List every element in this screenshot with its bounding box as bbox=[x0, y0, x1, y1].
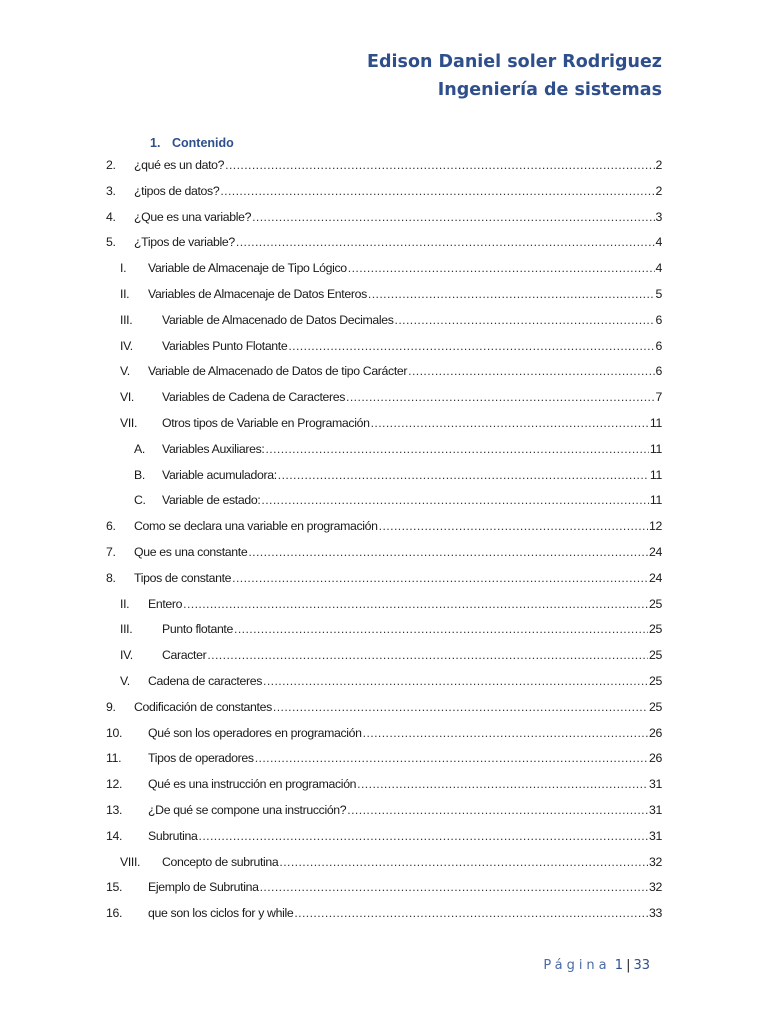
toc-entry-label[interactable]: ¿qué es un dato? bbox=[134, 158, 225, 172]
toc-entry-label[interactable]: Variable de Almacenado de Datos de tipo Carácter bbox=[148, 364, 408, 379]
toc-entry-number: IV. bbox=[120, 338, 133, 353]
toc-entry-page: 25 bbox=[649, 596, 662, 611]
toc-entry-label[interactable]: Variables Auxiliares: bbox=[162, 441, 265, 456]
toc-entry-label[interactable]: Subrutina bbox=[148, 828, 198, 843]
toc-entry-number: V. bbox=[120, 673, 130, 688]
toc-entry[interactable] bbox=[106, 514, 662, 540]
toc-entry[interactable] bbox=[106, 488, 662, 514]
dot-leader bbox=[232, 571, 648, 585]
dot-leader bbox=[261, 493, 649, 507]
toc-entry-page: 25 bbox=[649, 673, 662, 688]
total-pages: 33 bbox=[633, 958, 650, 973]
toc-entry-label[interactable]: ¿tipos de datos? bbox=[134, 183, 220, 198]
toc-entry-label[interactable]: ¿De qué se compone una instrucción? bbox=[148, 802, 347, 817]
toc-entry[interactable] bbox=[106, 230, 662, 256]
toc-entry[interactable] bbox=[106, 437, 662, 463]
toc-entry-label[interactable]: Variable acumuladora: bbox=[162, 467, 277, 482]
page-footer bbox=[543, 958, 650, 973]
toc-entry-label[interactable]: Variables Punto Flotante bbox=[162, 338, 288, 353]
toc-entry-page: 2 bbox=[655, 183, 662, 198]
toc-entry-label[interactable]: Cadena de caracteres bbox=[148, 673, 262, 688]
toc-entry-number: 7. bbox=[106, 544, 116, 559]
toc-entry-label[interactable]: ¿Tipos de variable? bbox=[134, 235, 235, 250]
toc-entry-number: VII. bbox=[120, 415, 138, 430]
toc-entry[interactable] bbox=[106, 617, 662, 643]
toc-entry[interactable] bbox=[106, 334, 662, 360]
toc-entry[interactable] bbox=[106, 721, 662, 747]
toc-entry-number: II. bbox=[120, 286, 130, 301]
toc-entry[interactable] bbox=[106, 798, 662, 824]
toc-entry-page: 31 bbox=[649, 777, 662, 792]
toc-entry-label[interactable]: Caracter bbox=[162, 648, 207, 663]
toc-entry-number: A. bbox=[134, 441, 145, 456]
toc-entry-number: 2. bbox=[106, 158, 116, 172]
toc-entry-label[interactable]: Entero bbox=[148, 596, 183, 611]
dot-leader bbox=[379, 519, 648, 533]
toc-entry[interactable] bbox=[106, 824, 662, 850]
dot-leader bbox=[279, 855, 648, 869]
toc-entry[interactable] bbox=[106, 566, 662, 592]
dot-leader bbox=[234, 622, 648, 636]
toc-entry-page: 3 bbox=[655, 209, 662, 224]
toc-entry-page: 12 bbox=[649, 519, 662, 534]
toc-entry-label[interactable]: Variables de Almacenaje de Datos Enteros bbox=[148, 286, 367, 301]
table-of-contents bbox=[106, 153, 662, 927]
toc-entry-page: 31 bbox=[649, 828, 662, 843]
document-subtitle: Ingeniería de sistemas bbox=[437, 80, 662, 100]
dot-leader bbox=[348, 261, 655, 275]
toc-entry[interactable] bbox=[106, 540, 662, 566]
author-name: Edison Daniel soler Rodriguez bbox=[367, 52, 662, 72]
toc-entry-number: B. bbox=[134, 467, 145, 482]
toc-entry-page: 11 bbox=[649, 467, 662, 482]
toc-entry[interactable] bbox=[106, 153, 662, 179]
dot-leader bbox=[263, 674, 648, 688]
toc-entry-page: 26 bbox=[649, 725, 662, 740]
page-word: Página bbox=[543, 958, 611, 973]
toc-entry-label[interactable]: Ejemplo de Subrutina bbox=[148, 880, 259, 895]
toc-entry-page: 6 bbox=[655, 338, 662, 353]
toc-entry[interactable] bbox=[106, 901, 662, 927]
toc-entry-number: 14. bbox=[106, 828, 123, 843]
toc-entry-number: III. bbox=[120, 622, 133, 637]
dot-leader bbox=[255, 751, 648, 765]
toc-heading bbox=[150, 136, 234, 150]
toc-entry[interactable] bbox=[106, 772, 662, 798]
dot-leader bbox=[260, 880, 648, 894]
toc-entry-label[interactable]: ¿Que es una variable? bbox=[134, 209, 252, 224]
document-header bbox=[367, 48, 662, 104]
dot-leader bbox=[346, 390, 654, 404]
toc-entry[interactable] bbox=[106, 875, 662, 901]
toc-entry-page: 4 bbox=[655, 261, 662, 276]
toc-entry-page: 32 bbox=[649, 880, 662, 895]
toc-entry[interactable] bbox=[106, 643, 662, 669]
toc-heading-text: Contenido bbox=[172, 136, 234, 150]
toc-entry[interactable] bbox=[106, 411, 662, 437]
toc-entry-number: VIII. bbox=[120, 854, 141, 869]
toc-entry[interactable] bbox=[106, 179, 662, 205]
toc-entry-number: I. bbox=[120, 261, 127, 276]
toc-entry-page: 33 bbox=[649, 906, 662, 921]
toc-entry-number: V. bbox=[120, 364, 130, 379]
toc-entry-number: 12. bbox=[106, 777, 123, 792]
toc-entry-label[interactable]: Punto flotante bbox=[162, 622, 233, 637]
toc-entry-page: 5 bbox=[655, 286, 662, 301]
toc-entry-number: 8. bbox=[106, 570, 116, 585]
toc-entry-page: 24 bbox=[649, 570, 662, 585]
toc-entry[interactable] bbox=[106, 359, 662, 385]
toc-entry-label[interactable]: Tipos de constante bbox=[134, 570, 232, 585]
page-separator: | bbox=[626, 958, 631, 973]
dot-leader bbox=[273, 700, 648, 714]
dot-leader bbox=[408, 364, 654, 378]
dot-leader bbox=[395, 313, 655, 327]
toc-entry-page: 11 bbox=[649, 493, 662, 508]
current-page-number: 1 bbox=[614, 958, 624, 973]
toc-entry-label[interactable]: Variables de Cadena de Caracteres bbox=[162, 390, 346, 405]
toc-entry-page: 6 bbox=[655, 364, 662, 379]
toc-entry[interactable] bbox=[106, 850, 662, 876]
dot-leader bbox=[357, 777, 648, 791]
toc-entry-page: 25 bbox=[649, 648, 662, 663]
toc-entry-page: 25 bbox=[649, 699, 662, 714]
toc-entry-number: 3. bbox=[106, 183, 116, 198]
dot-leader bbox=[265, 442, 648, 456]
toc-entry-page: 11 bbox=[649, 441, 662, 456]
dot-leader bbox=[288, 339, 654, 353]
toc-entry-number: 11. bbox=[106, 751, 122, 766]
dot-leader bbox=[248, 545, 648, 559]
toc-entry-page: 32 bbox=[649, 854, 662, 869]
toc-entry-number: 6. bbox=[106, 519, 116, 534]
toc-entry-label[interactable]: Variable de Almacenado de Datos Decimales bbox=[162, 312, 394, 327]
toc-entry-number: 9. bbox=[106, 699, 116, 714]
toc-entry-label[interactable]: Que es una constante bbox=[134, 544, 248, 559]
dot-leader bbox=[363, 726, 648, 740]
toc-entry-page: 2 bbox=[655, 158, 662, 172]
toc-entry-label[interactable]: Otros tipos de Variable en Programación bbox=[162, 415, 370, 430]
toc-entry-label[interactable]: Concepto de subrutina bbox=[162, 854, 279, 869]
toc-entry-label[interactable]: Qué es una instrucción en programación bbox=[148, 777, 357, 792]
dot-leader bbox=[207, 648, 648, 662]
toc-entry-page: 7 bbox=[655, 390, 662, 405]
toc-entry-label[interactable]: Qué son los operadores en programación bbox=[148, 725, 362, 740]
toc-entry[interactable] bbox=[106, 463, 662, 489]
toc-entry[interactable] bbox=[106, 282, 662, 308]
toc-entry-number: VI. bbox=[120, 390, 134, 405]
dot-leader bbox=[220, 184, 654, 198]
toc-entry-number: IV. bbox=[120, 648, 133, 663]
toc-entry-number: 10. bbox=[106, 725, 123, 740]
toc-entry-page: 31 bbox=[649, 802, 662, 817]
toc-entry-page: 4 bbox=[655, 235, 662, 250]
toc-entry-label[interactable]: Tipos de operadores bbox=[148, 751, 254, 766]
dot-leader bbox=[371, 416, 649, 430]
toc-entry-page: 25 bbox=[649, 622, 662, 637]
dot-leader bbox=[225, 158, 654, 172]
toc-entry-page: 26 bbox=[649, 751, 662, 766]
toc-entry-label[interactable]: Como se declara una variable en programación bbox=[134, 519, 378, 534]
toc-entry-number: 16. bbox=[106, 906, 123, 921]
toc-entry-number: 15. bbox=[106, 880, 123, 895]
toc-entry-label[interactable]: Codificación de constantes bbox=[134, 699, 272, 714]
toc-heading-number: 1. bbox=[150, 136, 161, 150]
toc-entry-number: 4. bbox=[106, 209, 116, 224]
toc-entry[interactable] bbox=[106, 385, 662, 411]
toc-entry-number: C. bbox=[134, 493, 146, 508]
dot-leader bbox=[199, 829, 649, 843]
toc-entry-label[interactable]: Variable de Almacenaje de Tipo Lógico bbox=[148, 261, 347, 276]
toc-entry-label[interactable]: que son los ciclos for y while bbox=[148, 906, 294, 921]
toc-entry[interactable] bbox=[106, 669, 662, 695]
dot-leader bbox=[252, 210, 654, 224]
toc-entry[interactable] bbox=[106, 256, 662, 282]
toc-entry[interactable] bbox=[106, 592, 662, 618]
toc-entry[interactable] bbox=[106, 205, 662, 231]
toc-entry[interactable] bbox=[106, 695, 662, 721]
dot-leader bbox=[294, 906, 648, 920]
dot-leader bbox=[368, 287, 655, 301]
toc-entry-number: III. bbox=[120, 312, 133, 327]
toc-entry-label[interactable]: Variable de estado: bbox=[162, 493, 261, 508]
toc-entry-number: 13. bbox=[106, 802, 123, 817]
toc-entry-number: II. bbox=[120, 596, 130, 611]
dot-leader bbox=[183, 597, 648, 611]
toc-entry-number: 5. bbox=[106, 235, 116, 250]
dot-leader bbox=[347, 803, 648, 817]
toc-entry-page: 24 bbox=[649, 544, 662, 559]
toc-entry-page: 11 bbox=[649, 415, 662, 430]
dot-leader bbox=[278, 468, 649, 482]
toc-entry[interactable] bbox=[106, 746, 662, 772]
dot-leader bbox=[236, 235, 655, 249]
toc-entry[interactable] bbox=[106, 308, 662, 334]
toc-entry-page: 6 bbox=[655, 312, 662, 327]
